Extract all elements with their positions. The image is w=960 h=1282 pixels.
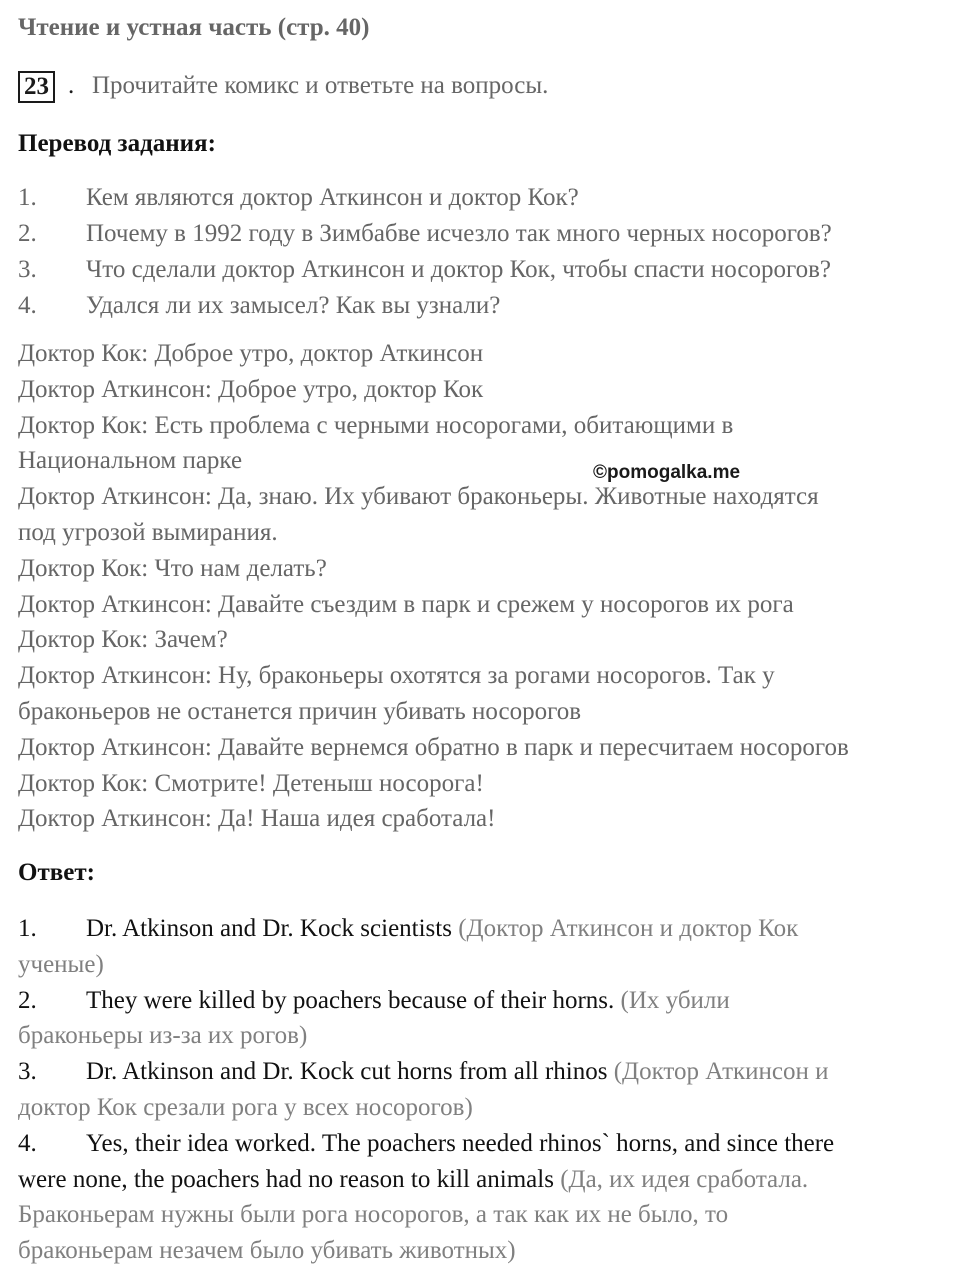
answer-line: [18, 1054, 938, 1090]
answer-russian: доктор Кок срезали рога у всех носорогов): [18, 1093, 473, 1121]
answer-line: [18, 1162, 938, 1198]
answer-list: [18, 911, 938, 1269]
answer-russian: браконьеры из-за их рогов): [18, 1022, 308, 1050]
answer-line: [18, 947, 938, 983]
question-number: 3.: [18, 256, 37, 283]
dialogue-line: Доктор Кок: Доброе утро, доктор Аткинсон: [18, 340, 484, 367]
answer-russian: (Доктор Аткинсон и: [607, 1058, 829, 1086]
answer-line: [18, 983, 938, 1019]
answer-line: [18, 1018, 938, 1054]
answer-english: They were killed by poachers because of their horns.: [86, 986, 615, 1014]
task-number-dot: .: [68, 72, 75, 99]
dialogue: [18, 336, 938, 837]
answer-line: [18, 1233, 938, 1269]
dialogue-line: браконьеров не останется причин убивать носорогов: [18, 697, 582, 725]
answer-line: [18, 1090, 938, 1126]
question-text: Удался ли их замысел? Как вы узнали?: [86, 292, 501, 319]
dialogue-line: Доктор Аткинсон: Доброе утро, доктор Кок: [18, 375, 484, 403]
task-row: [18, 70, 918, 106]
section-title: Чтение и устная часть (стр. 40): [18, 14, 370, 41]
list-item: [18, 256, 938, 292]
dialogue-line: Доктор Кок: Смотрите! Детеныш носорога!: [18, 769, 484, 797]
answer-english: Dr. Atkinson and Dr. Kock scientists: [86, 915, 452, 942]
answer-russian: (Да, их идея сработала.: [553, 1165, 809, 1193]
dialogue-line: Доктор Аткинсон: Да, знаю. Их убивают браконьеры. Животные находятся: [18, 483, 819, 511]
dialogue-line: под угрозой вымирания.: [18, 518, 278, 546]
task-instruction: Прочитайте комикс и ответьте на вопросы.: [92, 72, 549, 99]
answer-line: [18, 1126, 938, 1162]
task-number-box: 23: [18, 71, 55, 103]
dialogue-line: Доктор Кок: Зачем?: [18, 626, 228, 654]
question-list: [18, 184, 938, 328]
watermark-text: ©pomogalka.me: [593, 462, 741, 483]
answer-russian: (Доктор Аткинсон и доктор Кок: [451, 915, 799, 942]
question-text: Что сделали доктор Аткинсон и доктор Кок, чтобы спасти носорогов?: [86, 256, 832, 283]
answer-number: 3.: [18, 1058, 37, 1086]
question-number: 4.: [18, 292, 37, 319]
dialogue-line: Доктор Аткинсон: Да! Наша идея сработала!: [18, 805, 496, 833]
question-number: 2.: [18, 220, 37, 247]
answer-number: 2.: [18, 986, 37, 1014]
answer-russian: ученые): [18, 950, 104, 978]
dialogue-line: Доктор Аткинсон: Давайте съездим в парк и срежем у носорогов их рога: [18, 590, 794, 618]
dialogue-line: Доктор Кок: Что нам делать?: [18, 554, 327, 582]
answer-english: Yes, their idea worked. The poachers needed rhinos` horns, and since there: [86, 1129, 835, 1157]
list-item: [18, 292, 938, 328]
answer-russian: Браконьерам нужны были рога носорогов, а так как их не было, то: [18, 1201, 729, 1229]
answer-russian: браконьерам незачем было убивать животных): [18, 1237, 516, 1265]
dialogue-line: Национальном парке: [18, 447, 243, 475]
answer-english: Dr. Atkinson and Dr. Kock cut horns from all rhinos: [86, 1058, 608, 1086]
answer-number: 1.: [18, 915, 37, 942]
dialogue-line: Доктор Аткинсон: Давайте вернемся обратно в парк и пересчитаем носорогов: [18, 733, 849, 761]
answer-number: 4.: [18, 1129, 37, 1157]
dialogue-line: Доктор Кок: Есть проблема с черными носорогами, обитающими в: [18, 411, 734, 439]
translation-heading: Перевод задания:: [18, 130, 216, 157]
answer-line: [18, 911, 938, 947]
answer-heading: Ответ:: [18, 859, 95, 886]
answer-english: were none, the poachers had no reason to kill animals: [18, 1165, 554, 1193]
dialogue-line: Доктор Аткинсон: Ну, браконьеры охотятся за рогами носорогов. Так у: [18, 662, 775, 690]
question-number: 1.: [18, 184, 37, 211]
question-text: Почему в 1992 году в Зимбабве исчезло так много черных носорогов?: [86, 220, 832, 247]
answer-line: [18, 1197, 938, 1233]
answer-russian: (Их убили: [614, 986, 730, 1014]
list-item: [18, 184, 938, 220]
question-text: Кем являются доктор Аткинсон и доктор Кок?: [86, 184, 579, 211]
list-item: [18, 220, 938, 256]
